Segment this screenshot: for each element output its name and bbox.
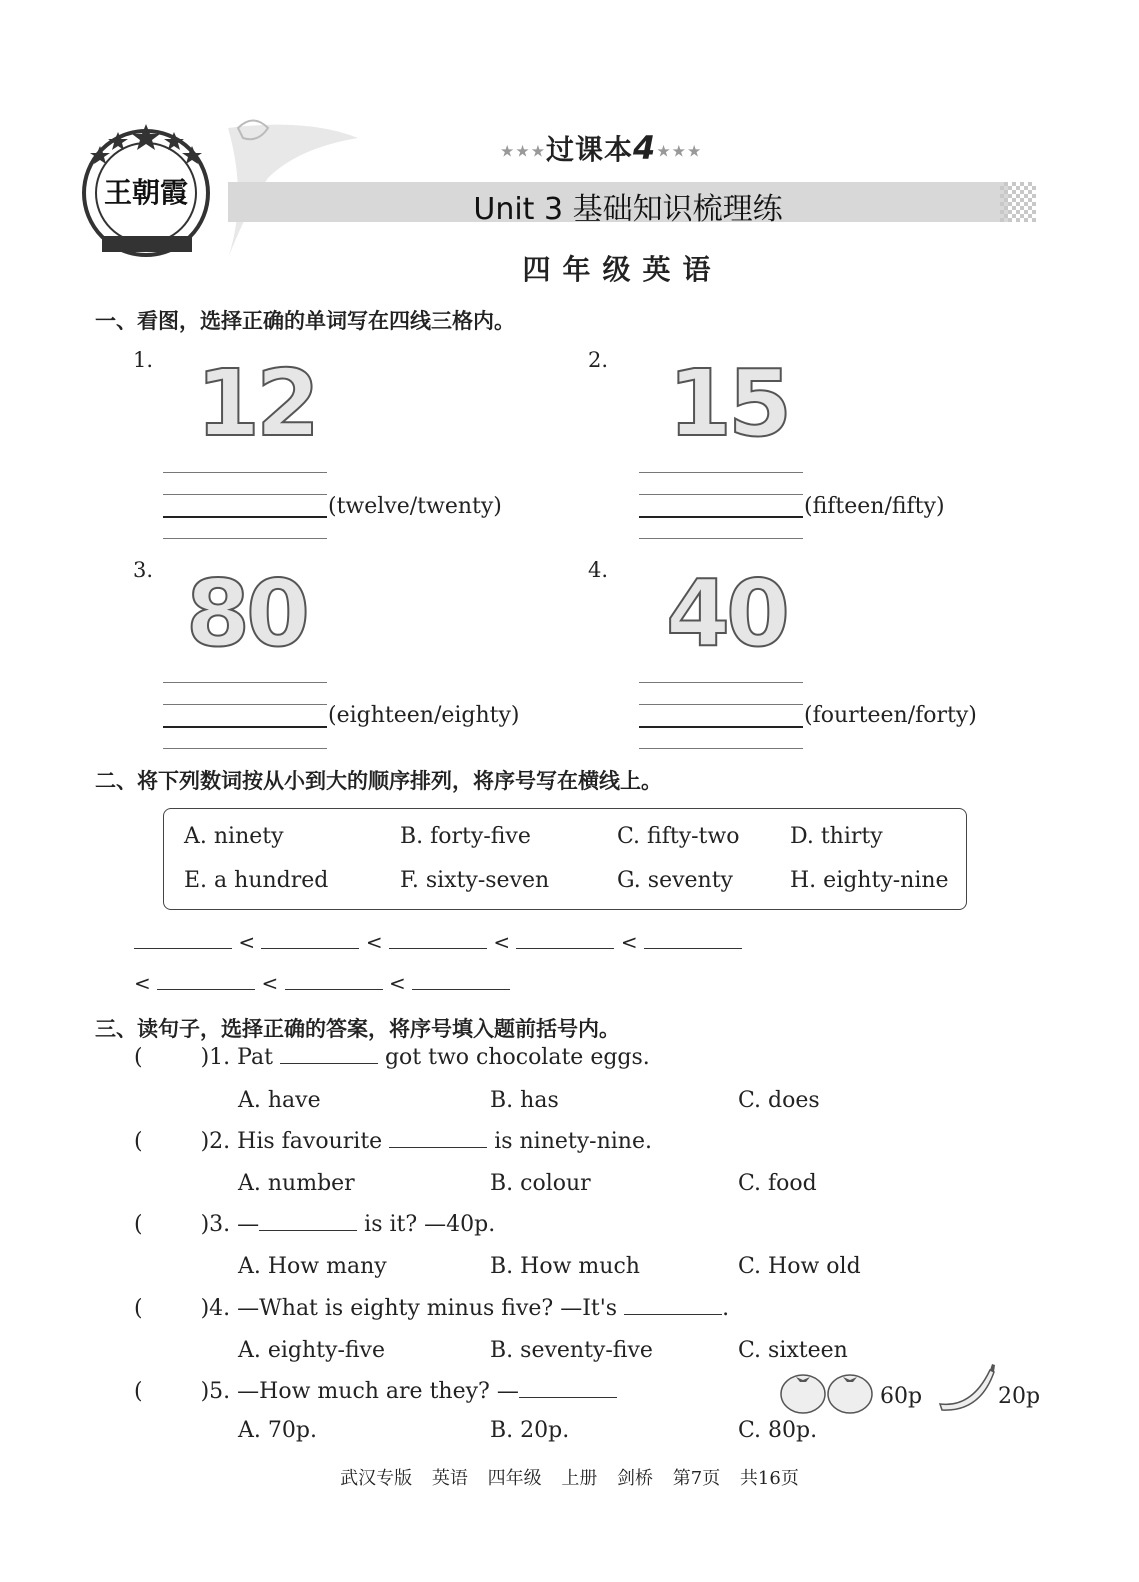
- question-text: )4. —What is eighty minus five? —It's: [200, 1296, 618, 1321]
- q2-number: 2.: [588, 348, 609, 372]
- price-tomatoes: 60p: [880, 1384, 923, 1409]
- less-than: <: [261, 971, 279, 995]
- answer-b: B. 20p.: [490, 1418, 570, 1443]
- four-line-grid[interactable]: [639, 472, 803, 538]
- q1-choices: (twelve/twenty): [328, 494, 502, 519]
- part1-title: 一、看图，选择正确的单词写在四线三格内。: [95, 309, 515, 333]
- less-than: <: [620, 930, 638, 954]
- question-2: [134, 1129, 652, 1154]
- price-bananas: 20p: [998, 1384, 1041, 1409]
- option-c: C. fifty-two: [617, 824, 740, 849]
- answer-c: C. How old: [738, 1254, 861, 1279]
- number-picture-40: 40: [666, 560, 787, 667]
- option-h: H. eighty-nine: [790, 868, 949, 893]
- answer-paren[interactable]: (: [134, 1296, 143, 1321]
- part3-title: 三、读句子，选择正确的答案，将序号填入题前括号内。: [95, 1017, 620, 1041]
- answer-paren[interactable]: (: [134, 1379, 143, 1404]
- four-line-grid[interactable]: [163, 472, 327, 538]
- less-than: <: [493, 930, 511, 954]
- answer-paren[interactable]: (: [134, 1212, 143, 1237]
- grade-title: 四年级英语: [522, 253, 723, 286]
- answer-a: A. eighty-five: [238, 1338, 386, 1363]
- q3-choices: (eighteen/eighty): [328, 703, 520, 728]
- star-icon: ★★★: [656, 141, 703, 161]
- question-text: )5. —How much are they? —: [200, 1379, 519, 1404]
- banana-icon: [936, 1362, 998, 1414]
- question-blank[interactable]: [389, 1129, 487, 1148]
- question-text: )1. Pat: [200, 1045, 273, 1070]
- question-text: .: [722, 1296, 730, 1321]
- order-row-2: [134, 969, 510, 995]
- question-4: [134, 1296, 729, 1321]
- order-row-1: [134, 928, 742, 954]
- q1-number: 1.: [133, 348, 154, 372]
- answer-paren[interactable]: (: [134, 1129, 143, 1154]
- series-label: [500, 128, 702, 168]
- logo-text: 王朝霞: [103, 176, 189, 209]
- option-a: A. ninety: [184, 824, 284, 849]
- answer-c: C. sixteen: [738, 1338, 848, 1363]
- question-3: [134, 1212, 495, 1237]
- answer-blank[interactable]: [261, 928, 359, 949]
- answer-b: B. How much: [490, 1254, 640, 1279]
- tomato-icon: [778, 1368, 878, 1416]
- answer-blank[interactable]: [157, 969, 255, 990]
- answer-c: C. 80p.: [738, 1418, 818, 1443]
- option-g: G. seventy: [617, 868, 733, 893]
- unit-title: Unit 3 基础知识梳理练: [473, 192, 783, 227]
- question-blank[interactable]: [280, 1045, 378, 1064]
- question-text: is it? —40p.: [364, 1212, 496, 1237]
- question-blank[interactable]: [519, 1379, 617, 1398]
- answer-c: C. food: [738, 1171, 817, 1196]
- star-icon: ★★★: [500, 141, 547, 161]
- answer-blank[interactable]: [412, 969, 510, 990]
- answer-paren[interactable]: (: [134, 1045, 143, 1070]
- question-5: [134, 1379, 617, 1404]
- number-picture-80: 80: [186, 560, 307, 667]
- answer-a: A. 70p.: [238, 1418, 317, 1443]
- answer-a: A. number: [238, 1171, 355, 1196]
- question-1: [134, 1045, 650, 1070]
- question-text: )2. His favourite: [200, 1129, 383, 1154]
- answer-b: B. colour: [490, 1171, 591, 1196]
- series-number: 4: [633, 129, 657, 167]
- answer-b: B. seventy-five: [490, 1338, 653, 1363]
- answer-blank[interactable]: [134, 928, 232, 949]
- q4-number: 4.: [588, 558, 609, 582]
- option-e: E. a hundred: [184, 868, 329, 893]
- option-f: F. sixty-seven: [400, 868, 550, 893]
- less-than: <: [388, 971, 406, 995]
- answer-a: A. How many: [238, 1254, 387, 1279]
- answer-b: B. has: [490, 1088, 559, 1113]
- option-d: D. thirty: [790, 824, 883, 849]
- four-line-grid[interactable]: [639, 682, 803, 748]
- answer-c: C. does: [738, 1088, 820, 1113]
- four-line-grid[interactable]: [163, 682, 327, 748]
- question-text: )3. —: [200, 1212, 260, 1237]
- q3-number: 3.: [133, 558, 154, 582]
- question-blank[interactable]: [259, 1212, 357, 1231]
- answer-blank[interactable]: [516, 928, 614, 949]
- question-text: is ninety-nine.: [494, 1129, 652, 1154]
- part2-title: 二、将下列数词按从小到大的顺序排列，将序号写在横线上。: [95, 769, 662, 793]
- number-picture-12: 12: [196, 350, 317, 457]
- question-blank[interactable]: [624, 1296, 722, 1315]
- less-than: <: [238, 930, 256, 954]
- option-b: B. forty-five: [400, 824, 531, 849]
- page-footer: 武汉专版 英语 四年级 上册 剑桥 第7页 共16页: [340, 1468, 799, 1489]
- question-text: got two chocolate eggs.: [384, 1045, 650, 1070]
- answer-blank[interactable]: [389, 928, 487, 949]
- answer-blank[interactable]: [285, 969, 383, 990]
- less-than: <: [134, 971, 151, 995]
- less-than: <: [365, 930, 383, 954]
- answer-blank[interactable]: [644, 928, 742, 949]
- q4-choices: (fourteen/forty): [804, 703, 977, 728]
- q2-choices: (fifteen/fifty): [804, 494, 945, 519]
- answer-a: A. have: [238, 1088, 321, 1113]
- series-name: 过课本: [546, 133, 634, 166]
- number-picture-15: 15: [668, 350, 789, 457]
